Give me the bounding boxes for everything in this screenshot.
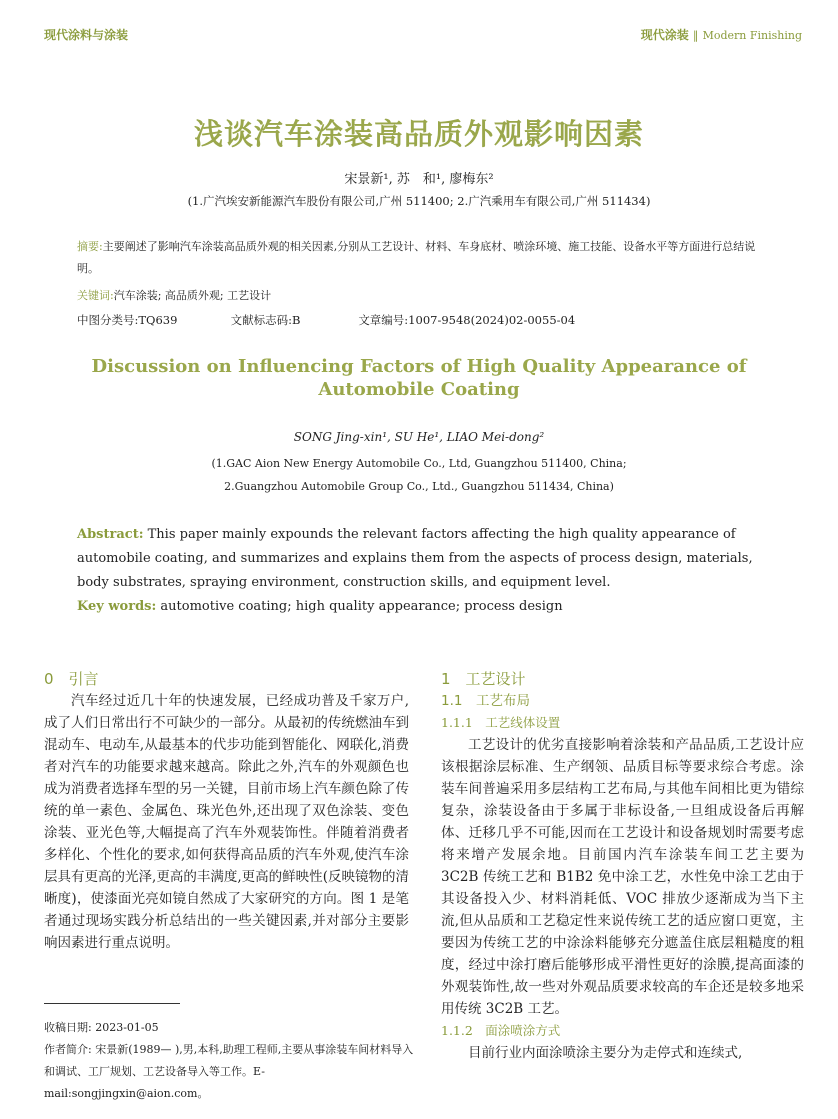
keywords-cn-label: 关键词: — [77, 289, 114, 302]
section-0-heading: 0 引言 — [44, 670, 99, 688]
document-code: 文献标志码:B — [230, 313, 301, 327]
keywords-en — [77, 595, 777, 619]
section-1-1-2-heading: 1.1.2 面涂喷涂方式 — [441, 1023, 561, 1038]
running-header-separator: ‖ — [692, 29, 699, 42]
abstract-en — [77, 523, 777, 619]
abstract-en-label: Abstract: — [77, 527, 144, 542]
right-column — [441, 668, 804, 1064]
abstract-cn-label: 摘要: — [77, 240, 103, 253]
spraying-method-paragraph: 目前行业内面涂喷涂主要分为走停式和连续式, — [468, 1045, 743, 1061]
article-number: 文章编号:1007-9548(2024)02-0055-04 — [358, 313, 576, 327]
left-column — [44, 668, 409, 954]
intro-paragraph: 汽车经过近几十年的快速发展，已经成功普及千家万户,成了人们日常出行不可缺少的一部分。从最初的传统燃油车到混动车、电动车,从最基本的代步功能到智能化、网联化,消费者对汽车的功能要求越来越高。除此之外,汽车的外观颜色也成为消费者选择车型的另一关键，目前市场上汽车颜色除了传统的单一素色、金属色、珠光色外,还出现了双色涂装、变色涂装、亚光色等,大幅提高了汽车外观装饰性。伴随着消费者多样化、个性化的要求,如何获得高品质的汽车外观,使汽车涂层具有更高的光泽,更高的丰满度,更高的鲜映性(反映镜物的清晰度)，使漆面光亮如镜自然成了大家研究的方向。图 1 是笔者通过现场实践分析总结出的一些关键因素,并对部分主要影响因素进行重点说明。 — [44, 693, 409, 951]
keywords-en-label: Key words: — [77, 599, 157, 614]
footnote — [44, 1017, 414, 1105]
abstract-en-paragraph — [77, 523, 777, 595]
running-header-journal: 现代涂装 — [640, 28, 689, 42]
section-1-1-heading: 1.1 工艺布局 — [441, 693, 530, 709]
clc-number: 中图分类号:TQ639 — [77, 313, 178, 327]
section-1-heading: 1 工艺设计 — [441, 670, 526, 688]
affiliation-en-2: 2.Guangzhou Automobile Group Co., Ltd., Guangzhou 511434, China) — [224, 480, 614, 493]
abstract-en-text: This paper mainly expounds the relevant factors affecting the high quality appearance of automobile coating, and summarizes and explains them from the aspects of process design, materials, body substrates, spraying environment, construction skills, and equipment level. — [77, 527, 753, 590]
abstract-cn — [77, 236, 777, 280]
title-cn: 浅谈汽车涂装高品质外观影响因素 — [193, 117, 644, 151]
received-date: 收稿日期: 2023-01-05 — [44, 1021, 159, 1034]
affiliation-en-1: (1.GAC Aion New Energy Automobile Co., Ltd, Guangzhou 511400, China; — [211, 457, 627, 470]
running-header-left: 现代涂料与涂装 — [44, 28, 129, 42]
footnote-rule — [44, 1003, 180, 1004]
section-1-1-1-heading: 1.1.1 工艺线体设置 — [441, 715, 561, 730]
title-en — [0, 355, 838, 401]
keywords-cn — [77, 285, 777, 307]
authors-en: SONG Jing-xin¹, SU He¹, LIAO Mei-dong² — [293, 430, 545, 444]
title-en-line1: Discussion on Influencing Factors of High Quality Appearance of — [91, 356, 747, 377]
affiliations-cn: (1.广汽埃安新能源汽车股份有限公司,广州 511400; 2.广汽乘用车有限公司,广州 511434) — [187, 194, 651, 208]
author-bio: 作者简介: 宋景新(1989— ),男,本科,助理工程师,主要从事涂装车间材料导入和调试、工厂规划、工艺设备导入等工作。E-mail:songjingxin@aion.com。 — [44, 1043, 414, 1100]
abstract-cn-text: 主要阐述了影响汽车涂装高品质外观的相关因素,分别从工艺设计、材料、车身底材、喷涂环境、施工技能、设备水平等方面进行总结说明。 — [77, 240, 756, 275]
keywords-en-text: automotive coating; high quality appearance; process design — [156, 599, 563, 614]
title-en-line2: Automobile Coating — [318, 379, 520, 400]
keywords-cn-text: 汽车涂装; 高品质外观; 工艺设计 — [113, 289, 272, 302]
authors-cn: 宋景新¹, 苏 和¹, 廖梅东² — [344, 172, 494, 187]
process-design-paragraph: 工艺设计的优劣直接影响着涂装和产品品质,工艺设计应该根据涂层标准、生产纲领、品质目标等要求综合考虑。涂装车间普遍采用多层结构工艺布局,与其他车间相比更为错综复杂，涂装设备由于多属于非标设备,一旦组成设备后再解体、迁移几乎不可能,因而在工艺设计和设备规划时需要考虑将来增产发展余地。目前国内汽车涂装车间工艺主要为 3C2B 传统工艺和 B1B2 免中涂工艺，水性免中涂工艺由于其设备投入少、材料消耗低、VOC 排放少逐渐成为当下主流,但从品质和工艺稳定性来说传统工艺的适应窗口更宽，主要因为传统工艺的中涂涂料能够充分遮盖住底层粗糙度的粗度，经过中涂打磨后能够形成平滑性更好的涂膜,提高面漆的外观装饰性,故一些对外观品质要求较高的车企还是较多地采用传统 3C2B 工艺。 — [441, 737, 804, 1017]
running-header-journal-en: Modern Finishing — [702, 29, 802, 42]
running-header-right — [641, 26, 802, 43]
article-meta — [77, 312, 575, 328]
